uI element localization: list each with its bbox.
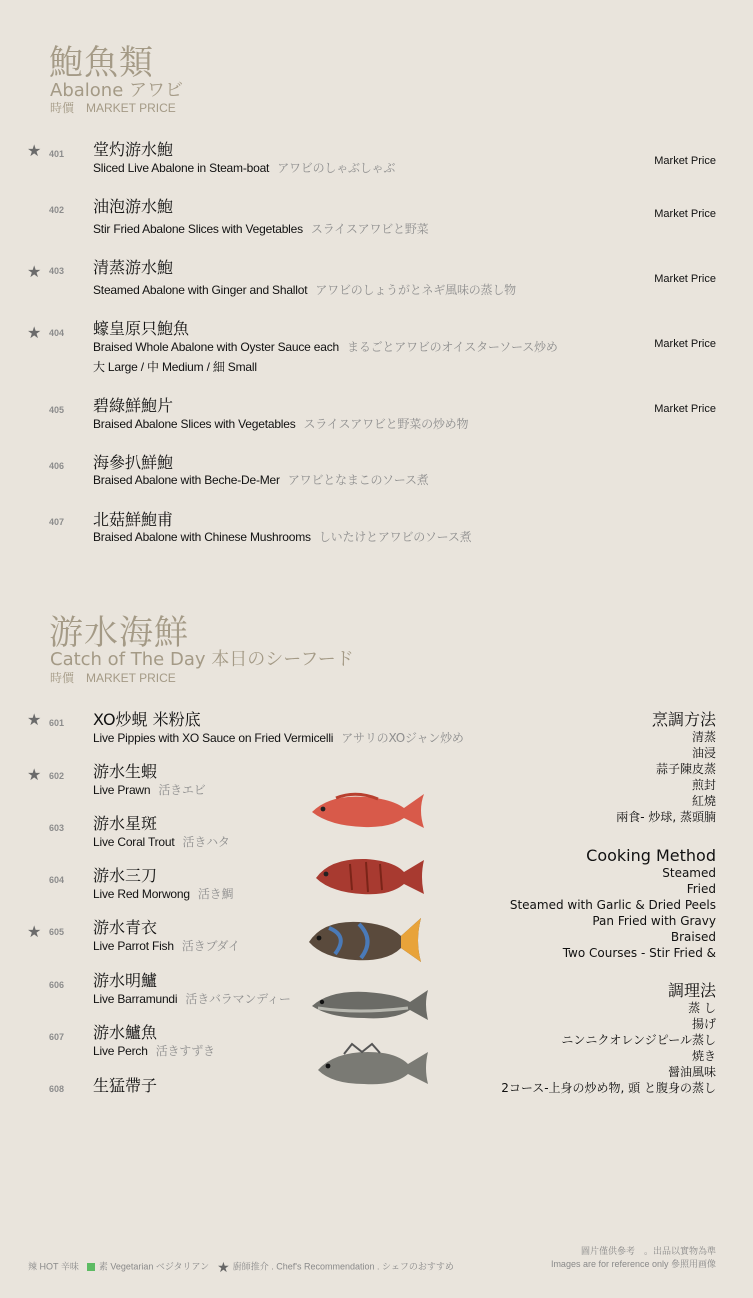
item-name-en: Live Barramundi 活きバラマンディー: [93, 992, 291, 1006]
coral-trout-fish-image: [306, 788, 428, 834]
item-name-en: Braised Abalone with Beche-De-Mer アワビとなまこのソース煮: [93, 473, 429, 487]
vegetarian-square-icon: [87, 1263, 95, 1271]
item-name-en: Live Red Morwong 活き鯛: [93, 887, 234, 901]
item-number: 402: [49, 205, 65, 215]
cooking-option: Steamed with Garlic & Dried Peels: [509, 898, 716, 912]
cooking-option: ニンニクオレンジピール蒸し: [561, 1033, 716, 1047]
item-name-jp: 活き鯛: [197, 887, 234, 901]
item-name-jp: しいたけとアワビのソース煮: [318, 530, 472, 544]
barramundi-fish-image: [308, 984, 432, 1024]
item-name-en: Live Pippies with XO Sauce on Fried Vermicelli アサリのXOジャン炒め: [93, 731, 464, 745]
item-number: 405: [49, 405, 65, 415]
cooking-option: Steamed: [662, 866, 716, 880]
item-name-zh: 北菇鮮鮑甫: [93, 510, 174, 529]
item-name-zh: 蠔皇原只鮑魚: [93, 319, 190, 338]
cooking-option: 2コース-上身の炒め物, 頭 と腹身の蒸し: [501, 1081, 716, 1095]
item-number: 407: [49, 517, 65, 527]
item-number: 604: [49, 875, 65, 885]
item-name-jp: まるごとアワビのオイスターソース炒め: [347, 340, 558, 354]
item-number: 606: [49, 980, 65, 990]
item-name-zh: 海參扒鮮鮑: [93, 453, 174, 472]
chef-star-icon: ★: [27, 767, 42, 784]
cooking-option: Two Courses - Stir Fried &: [562, 946, 716, 960]
item-sizes: 大 Large / 中 Medium / 細 Small: [93, 360, 257, 374]
item-number: 608: [49, 1084, 65, 1094]
cooking-method-zh-title: 烹調方法: [651, 710, 716, 729]
cooking-option: 揚げ: [691, 1017, 716, 1031]
footer-reference-note-1: 圖片僅供參考 。出品以實物為準: [580, 1246, 716, 1256]
chef-recommendation-legend: 廚師推介 . Chef's Recommendation . シェフのおすすめ: [232, 1261, 454, 1272]
footer-legend: [28, 1260, 454, 1274]
item-number: 602: [49, 771, 65, 781]
item-price: Market Price: [654, 338, 716, 350]
seafood-title-zh: 游水海鮮: [49, 613, 189, 653]
chef-star-icon: ★: [27, 325, 42, 342]
cooking-option: Fried: [686, 882, 716, 896]
cooking-option: 醤油風味: [667, 1065, 716, 1079]
item-number: 601: [49, 718, 65, 728]
item-name-jp: アワビのしょうがとネギ風味の蒸し物: [315, 283, 516, 297]
item-name-jp: 活きブダイ: [181, 939, 240, 953]
item-name-jp: 活きエビ: [158, 783, 206, 797]
item-name-en: Braised Abalone Slices with Vegetables スライスアワビと野菜の炒め物: [93, 417, 469, 431]
cooking-option: 清蒸: [691, 730, 716, 744]
item-name-jp: 活きすずき: [155, 1044, 215, 1058]
cooking-option: 焼き: [691, 1049, 716, 1063]
hot-legend: 辣 HOT 辛味: [28, 1261, 79, 1272]
seafood-market-price: 時價 MARKET PRICE: [50, 671, 176, 685]
chef-star-icon: ★: [27, 924, 42, 941]
abalone-title-zh: 鮑魚類: [49, 43, 154, 83]
seafood-title-en: Catch of The Day 本日のシーフード: [50, 649, 354, 670]
item-price: Market Price: [654, 208, 716, 220]
abalone-market-price: 時價 MARKET PRICE: [50, 101, 176, 115]
item-name-jp: 活きバラマンディー: [185, 992, 291, 1006]
cooking-option: 蒜子陳皮蒸: [655, 762, 716, 776]
perch-fish-image: [314, 1042, 432, 1090]
item-number: 605: [49, 927, 65, 937]
item-name-jp: アワビとなまこのソース煮: [287, 473, 429, 487]
cooking-method-en-title: Cooking Method: [586, 846, 716, 865]
item-number: 403: [49, 266, 65, 276]
cooking-option: 煎封: [691, 778, 716, 792]
cooking-option: Braised: [670, 930, 716, 944]
item-name-zh: 游水三刀: [93, 866, 158, 885]
parrot-fish-image: [305, 914, 427, 966]
item-name-zh: 游水生蝦: [93, 762, 158, 781]
item-name-zh: 清蒸游水鮑: [93, 258, 174, 277]
item-name-zh: 生猛帶子: [93, 1076, 158, 1095]
cooking-option: 油浸: [691, 746, 716, 760]
item-name-zh: 游水明鱸: [93, 971, 158, 990]
item-number: 404: [49, 328, 65, 338]
item-name-en: Steamed Abalone with Ginger and Shallot アワビのしょうがとネギ風味の蒸し物: [93, 283, 516, 297]
chef-star-icon: ★: [27, 143, 42, 160]
item-name-zh: 游水青衣: [93, 918, 158, 937]
item-name-zh: 游水鱸魚: [93, 1023, 158, 1042]
item-name-en: Live Perch 活きすずき: [93, 1044, 215, 1058]
item-price: Market Price: [654, 403, 716, 415]
item-name-en: Live Parrot Fish 活きブダイ: [93, 939, 240, 953]
item-number: 607: [49, 1032, 65, 1042]
vegetarian-legend: 素 Vegetarian ベジタリアン: [98, 1261, 210, 1272]
cooking-option: 兩食- 炒球, 蒸頭腩: [616, 810, 716, 824]
item-name-zh: 油泡游水鮑: [93, 197, 174, 216]
red-morwong-fish-image: [310, 852, 428, 900]
item-name-jp: 活きハタ: [182, 835, 230, 849]
item-name-en: Stir Fried Abalone Slices with Vegetables スライスアワビと野菜: [93, 222, 429, 236]
abalone-title-en: Abalone アワビ: [50, 80, 183, 101]
item-name-jp: アサリのXOジャン炒め: [341, 731, 464, 745]
item-number: 401: [49, 149, 65, 159]
cooking-option: 蒸 し: [688, 1001, 716, 1015]
item-number: 603: [49, 823, 65, 833]
item-price: Market Price: [654, 273, 716, 285]
cooking-option: Pan Fried with Gravy: [592, 914, 716, 928]
item-name-zh: 堂灼游水鮑: [93, 140, 174, 159]
item-name-en: Braised Abalone with Chinese Mushrooms しいたけとアワビのソース煮: [93, 530, 472, 544]
chef-star-icon: ★: [27, 712, 42, 729]
cooking-option: 紅燒: [691, 794, 716, 808]
item-name-en: Live Prawn 活きエビ: [93, 783, 206, 797]
chef-star-icon: ★: [217, 1259, 230, 1275]
item-name-en: Braised Whole Abalone with Oyster Sauce each まるごとアワビのオイスターソース炒め: [93, 340, 558, 354]
item-name-zh: XO炒蜆 米粉底: [93, 710, 201, 729]
item-name-jp: アワビのしゃぶしゃぶ: [277, 161, 396, 175]
item-name-zh: 碧綠鮮鮑片: [93, 396, 174, 415]
item-price: Market Price: [654, 155, 716, 167]
item-name-jp: スライスアワビと野菜: [310, 222, 429, 236]
chef-star-icon: ★: [27, 264, 42, 281]
footer-reference-note-2: Images are for reference only 參照用画像: [550, 1259, 716, 1269]
item-name-zh: 游水星斑: [93, 814, 158, 833]
item-name-en: Live Coral Trout 活きハタ: [93, 835, 230, 849]
item-name-en: Sliced Live Abalone in Steam-boat アワビのしゃぶしゃぶ: [93, 161, 396, 175]
item-number: 406: [49, 461, 65, 471]
cooking-method-jp-title: 調理法: [667, 981, 716, 1000]
item-name-jp: スライスアワビと野菜の炒め物: [303, 417, 469, 431]
